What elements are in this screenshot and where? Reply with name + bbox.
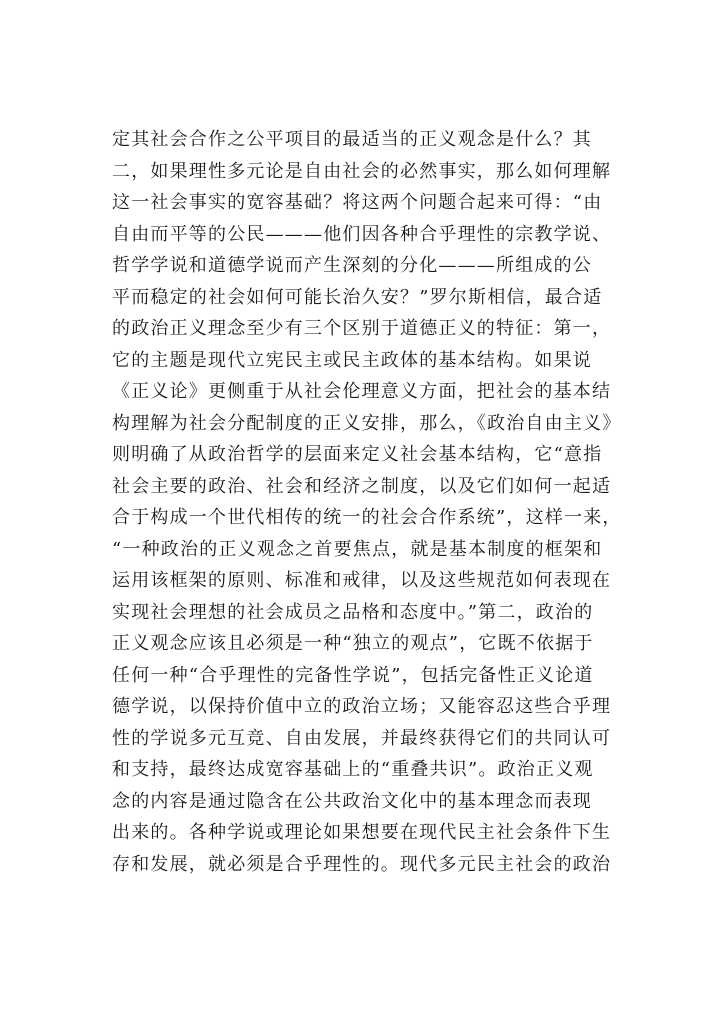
text-line: 正义观念应该且必须是一种“独立的观点”，它既不依据于 <box>112 633 594 654</box>
text-line: 则明确了从政治哲学的层面来定义社会基本结构，它“意指 <box>112 444 603 465</box>
text-line: 出来的。各种学说或理论如果想要在现代民主社会条件下生 <box>112 822 612 843</box>
text-line: 《正义论》更侧重于从社会伦理意义方面，把社会的基本结 <box>112 381 612 402</box>
text-line: 的政治正义理念至少有三个区别于道德正义的特征：第一， <box>112 318 612 339</box>
text-line: 二，如果理性多元论是自由社会的必然事实，那么如何理解 <box>112 160 612 182</box>
text-line: 自由而平等的公民———他们因各种合乎理性的宗教学说、 <box>112 223 612 245</box>
text-line: 性的学说多元互竞、自由发展，并最终获得它们的共同认可 <box>112 727 612 749</box>
text-line: 社会主要的政治、社会和经济之制度，以及它们如何一起适 <box>112 475 612 497</box>
text-line: 念的内容是通过隐含在公共政治文化中的基本理念而表现 <box>112 790 592 812</box>
text-line: 平而稳定的社会如何可能长治久安？”罗尔斯相信，最合适 <box>112 286 603 308</box>
text-line: “一种政治的正义观念之首要焦点，就是基本制度的框架和 <box>112 538 603 560</box>
text-line: 定其社会合作之公平项目的最适当的正义观念是什么？其 <box>112 129 592 150</box>
body-text <box>112 124 622 880</box>
text-line: 任何一种“合乎理性的完备性学说”，包括完备性正义论道 <box>112 664 594 686</box>
text-line: 和支持，最终达成宽容基础上的“重叠共识”。政治正义观 <box>112 759 594 780</box>
text-line: 存和发展，就必须是合乎理性的。现代多元民主社会的政治 <box>112 853 612 875</box>
text-line: 哲学学说和道德学说而产生深刻的分化———所组成的公 <box>112 255 592 276</box>
text-line: 德学说，以保持价值中立的政治立场；又能容忍这些合乎理 <box>112 696 612 717</box>
text-line: 这一社会事实的宽容基础？将这两个问题合起来可得：“由 <box>112 192 603 213</box>
text-line: 它的主题是现代立宪民主或民主政体的基本结构。如果说 <box>112 349 592 371</box>
text-line: 实现社会理想的社会成员之品格和态度中。”第二，政治的 <box>112 601 594 623</box>
text-line: 构理解为社会分配制度的正义安排，那么，《政治自由主义》 <box>112 412 622 434</box>
text-line: 合于构成一个世代相传的统一的社会合作系统”，这样一来， <box>112 507 622 528</box>
text-line: 运用该框架的原则、标准和戒律，以及这些规范如何表现在 <box>112 570 612 591</box>
